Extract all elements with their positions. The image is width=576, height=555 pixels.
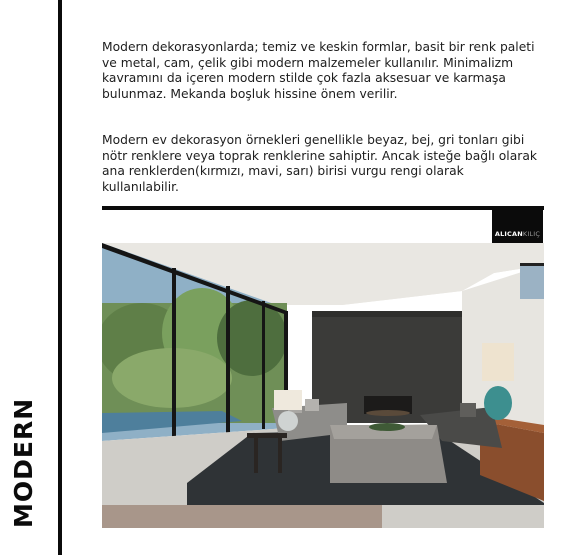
living-room-photo <box>102 243 544 528</box>
paragraph-colors: Modern ev dekorasyon örnekleri genellikle beyaz, bej, gri tonları gibi nötr renklere veya toprak renklerine sahiptir. Ancak isteğe bağlı olarak ana renklerden(kırmızı, mavi, sarı) birisi vurgu rengi olarak kullanılabilir. <box>102 133 537 194</box>
logo-text: ALICANKILIÇ <box>494 229 541 238</box>
vertical-divider-line <box>58 0 62 555</box>
horizontal-divider-line <box>102 206 544 210</box>
paragraph-intro: Modern dekorasyonlarda; temiz ve keskin formlar, basit bir renk paleti ve metal, cam, çelik gibi modern malzemeler kullanılır. Minimalizm kavramını da içeren modern stilde çok fazla aksesuar ve karmaşa bulunmaz. Mekanda boşluk hissine önem verilir. <box>102 40 535 101</box>
side-title: MODERN <box>9 397 38 528</box>
